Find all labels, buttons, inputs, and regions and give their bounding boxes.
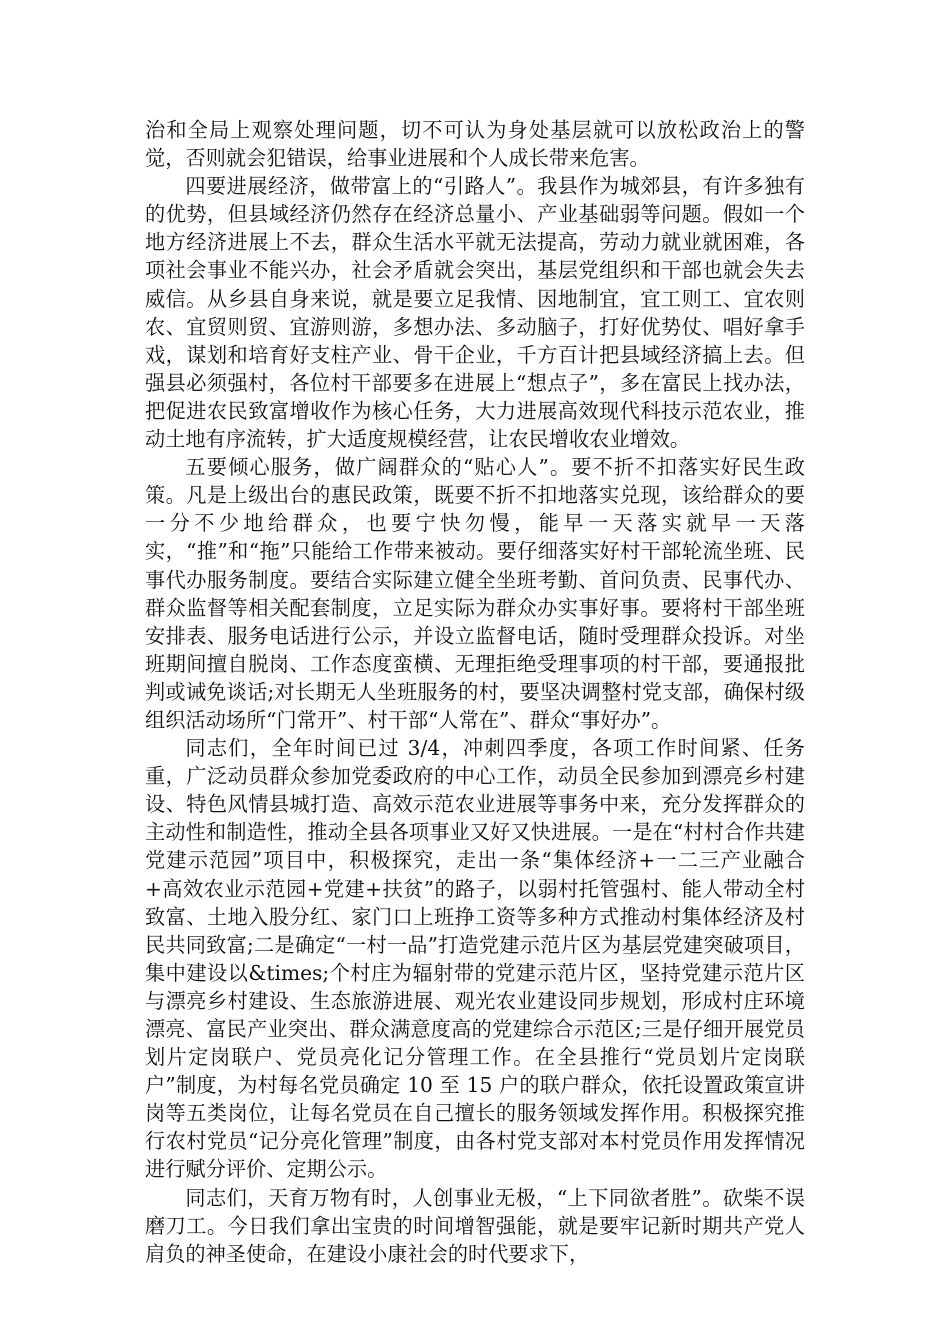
document-page [145, 116, 805, 1268]
paragraph-develop-economy: 四要进展经济，做带富上的“引路人”。我县作为城郊县，有许多独有的优势，但县域经济仍然存在经济总量小、产业基础弱等问题。假如一个地方经济进展上不去，群众生活水平就无法提高，劳动力就业就困难，各项社会事业不能兴办，社会矛盾就会突出，基层党组织和干部也就会失去威信。从乡县自身来说，就是要立足我情、因地制宜，宜工则工、宜农则农、宜贸则贸、宜游则游，多想办法、多动脑子，打好优势仗、唱好拿手戏，谋划和培育好支柱产业、骨干企业，千方百计把县域经济搞上去。但强县必须强村，各位村干部要多在进展上“想点子”，多在富民上找办法，把促进农民致富增收作为核心任务，大力进展高效现代科技示范农业，推动土地有序流转，扩大适度规模经营，让农民增收农业增效。 [145, 174, 805, 452]
paragraph-continued-politics: 治和全局上观察处理问题，切不可认为身处基层就可以放松政治上的警觉，否则就会犯错误，给事业进展和个人成长带来危害。 [145, 118, 805, 171]
paragraph-closing: 同志们，天育万物有时，人创事业无极，“上下同欲者胜”。砍柴不误磨刀工。今日我们拿出宝贵的时间增智强能，就是要牢记新时期共产党人肩负的神圣使命，在建设小康社会的时代要求下， [145, 1185, 805, 1266]
paragraph-fourth-quarter: 同志们，全年时间已过 3/4，冲刺四季度，各项工作时间紧、任务重，广泛动员群众参加党委政府的中心工作，动员全民参加到漂亮乡村建设、特色风情县城打造、高效示范农业进展等事务中来，充分发挥群众的主动性和制造性，推动全县各项事业又好又快进展。一是在“村村合作共建党建示范园”项目中，积极探究，走出一条“集体经济+一二三产业融合+高效农业示范园+党建+扶贫”的路子，以弱村托管强村、能人带动全村致富、土地入股分红、家门口上班挣工资等多种方式推动村集体经济及村民共同致富;二是确定“一村一品”打造党建示范片区为基层党建突破项目，集中建设以&times;个村庄为辐射带的党建示范片区，坚持党建示范片区与漂亮乡村建设、生态旅游进展、观光农业建设同步规划，形成村庄环境漂亮、富民产业突出、群众满意度高的党建综合示范区;三是仔细开展党员划片定岗联户、党员亮化记分管理工作。在全县推行“党员划片定岗联户”制度，为村每名党员确定 10 至 15 户的联户群众，依托设置政策宣讲岗等五类岗位，让每名党员在自己擅长的服务领域发挥作用。积极探究推行农村党员“记分亮化管理”制度，由各村党支部对本村党员作用发挥情况进行赋分评价、定期公示。 [145, 736, 805, 1182]
paragraph-serve-masses: 五要倾心服务，做广阔群众的“贴心人”。要不折不扣落实好民生政策。凡是上级出台的惠民政策，既要不折不扣地落实兑现，该给群众的要一分不少地给群众，也要宁快勿慢，能早一天落实就早一天落实，“推”和“拖”只能给工作带来被动。要仔细落实好村干部轮流坐班、民事代办服务制度。要结合实际建立健全坐班考勤、首问负责、民事代办、群众监督等相关配套制度，立足实际为群众办实事好事。要将村干部坐班安排表、服务电话进行公示，并设立监督电话，随时受理群众投诉。对坐班期间擅自脱岗、工作态度蛮横、无理拒绝受理事项的村干部，要通报批判或诫免谈话;对长期无人坐班服务的村，要坚决调整村党支部，确保村级组织活动场所“门常开”、村干部“人常在”、群众“事好办”。 [145, 455, 805, 732]
